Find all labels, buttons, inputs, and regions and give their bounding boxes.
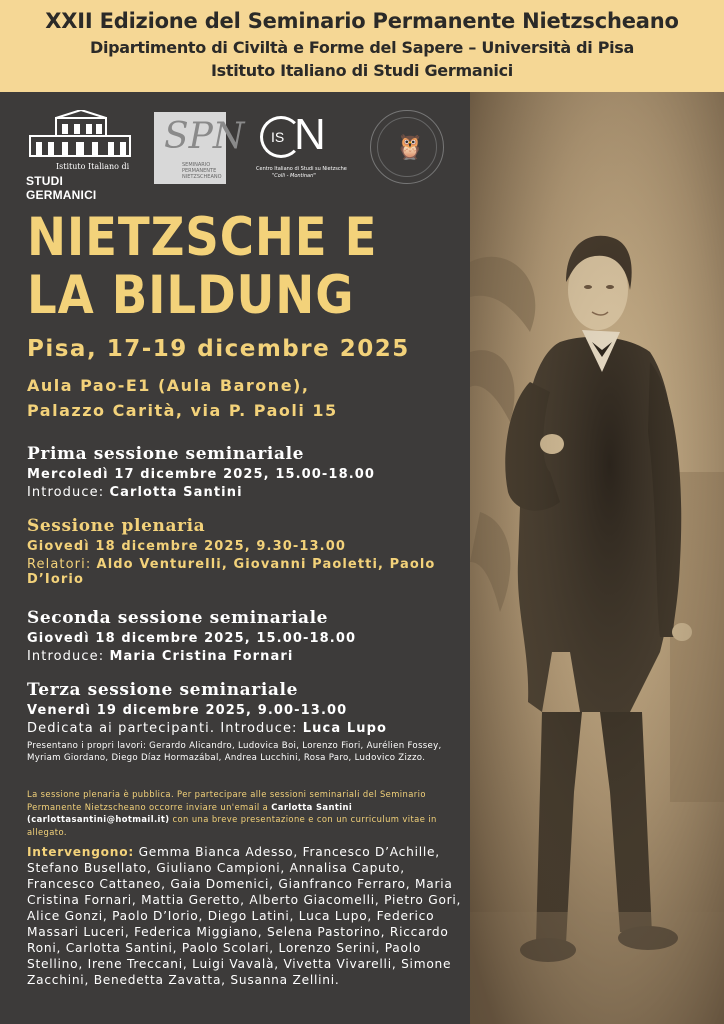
intro-label: Introduce: bbox=[27, 485, 110, 500]
session-date: Giovedì 18 dicembre 2025, 15.00-18.00 bbox=[27, 631, 357, 646]
session-1 bbox=[27, 444, 457, 500]
speakers-list bbox=[27, 844, 463, 988]
session-speakers bbox=[27, 557, 457, 587]
cisn-caption-2: "Colli - Montinari" bbox=[272, 173, 316, 179]
iisg-caption-2: STUDI GERMANICI bbox=[26, 174, 97, 202]
notice-text: La sessione plenaria è pubblica. Per partecipare alle sessioni seminariali del Seminario Permanente Nietzscheano occorre inviare un'email a bbox=[27, 789, 426, 812]
logo-row bbox=[0, 110, 470, 202]
cisn-logo bbox=[252, 110, 347, 190]
cisn-caption-1: Centro Italiano di Studi su Nietzsche bbox=[256, 166, 347, 172]
session-date: Venerdì 19 dicembre 2025, 9.00-13.00 bbox=[27, 703, 348, 718]
iisg-caption-1: Istituto Italiano di bbox=[56, 162, 130, 171]
intro-name: Aldo Venturelli, Giovanni Paoletti, Paolo D’Iorio bbox=[27, 557, 436, 587]
session-title: Prima sessione seminariale bbox=[27, 444, 305, 464]
session-2 bbox=[27, 608, 457, 664]
session-date: Giovedì 18 dicembre 2025, 9.30-13.00 bbox=[27, 539, 346, 554]
cisn-letters: IS bbox=[271, 129, 285, 145]
event-dates: Pisa, 17-19 dicembre 2025 bbox=[27, 336, 410, 362]
intro-name: Maria Cristina Fornari bbox=[109, 649, 294, 664]
building-icon bbox=[26, 110, 136, 162]
participation-notice bbox=[27, 788, 459, 838]
spn-logo bbox=[154, 112, 245, 184]
intro-name: Luca Lupo bbox=[302, 721, 387, 736]
spn-mark: SPN bbox=[164, 116, 245, 157]
session-3 bbox=[27, 680, 457, 764]
session-title: Sessione plenaria bbox=[27, 516, 206, 536]
contact-name: Carlotta Santini bbox=[271, 801, 353, 812]
title-line-1: NIETZSCHE E bbox=[27, 207, 378, 268]
intro-label: Introduce: bbox=[27, 649, 110, 664]
intro-label: Relatori: bbox=[27, 557, 97, 572]
institute-line: Istituto Italiano di Studi Germanici bbox=[211, 61, 513, 80]
venue-line-2: Palazzo Carità, via P. Paoli 15 bbox=[27, 401, 338, 420]
iisg-logo bbox=[26, 110, 136, 202]
title-line-2: LA BILDUNG bbox=[27, 265, 355, 326]
speakers-names: Gemma Bianca Adesso, Francesco D’Achille, Stefano Busellato, Giuliano Campioni, Annalisa Caputo, Francesco Cattaneo, Gaia Domenici, Gianfranco Ferraro, Maria Cristina Fornari, Mattia Geretto, Alberto Giacomelli, Pietro Gori, Alice Gonzi, Paolo D’Iorio, Diego Latini, Luca Lupo, Federico Massari Luceri, Federica Miggiano, Selena Pastorino, Riccardo Roni, Carlotta Santini, Paolo Scolari, Lorenzo Serini, Paolo Stellino, Irene Treccani, Luigi Vavalà, Vivetta Vivarelli, Simone Zacchini, Benedetta Zavatta, Susanna Zellini. bbox=[27, 845, 462, 987]
spn-caption: SEMINARIO PERMANENTE NIETZSCHEANO bbox=[182, 162, 222, 180]
session-intro bbox=[27, 649, 457, 664]
department-line: Dipartimento di Civiltà e Forme del Sapere – Università di Pisa bbox=[89, 38, 635, 57]
presenters-list: Presentano i propri lavori: Gerardo Alicandro, Ludovica Boi, Lorenzo Fiori, Aurélien Fossey, Myriam Giordano, Diego Díaz Hormazábal, Andrea Lucchini, Rosa Paro, Ludovico Zizzo. bbox=[27, 741, 442, 763]
session-date: Mercoledì 17 dicembre 2025, 15.00-18.00 bbox=[27, 467, 376, 482]
owl-icon: 🦉 bbox=[395, 133, 425, 161]
session-title: Seconda sessione seminariale bbox=[27, 608, 329, 628]
cisn-n-letter: N bbox=[294, 110, 326, 159]
speakers-label: Intervengono: bbox=[27, 845, 134, 859]
contact-email: (carlottasantini@hotmail.it) bbox=[27, 814, 170, 824]
intro-name: Carlotta Santini bbox=[109, 485, 243, 500]
intro-label: Dedicata ai partecipanti. Introduce: bbox=[27, 721, 303, 736]
session-intro bbox=[27, 485, 457, 500]
venue-line-1: Aula Pao-E1 (Aula Barone), bbox=[27, 376, 310, 395]
portrait-photo bbox=[470, 92, 724, 1024]
session-intro bbox=[27, 721, 457, 736]
event-title bbox=[27, 209, 377, 325]
header-band bbox=[0, 0, 724, 92]
portrait-illustration bbox=[470, 92, 724, 1024]
session-title: Terza sessione seminariale bbox=[27, 680, 298, 700]
notice-text-end: con una breve presentazione e con un curriculum vitae in allegato. bbox=[27, 814, 437, 837]
left-panel bbox=[0, 92, 470, 1024]
edition-title: XXII Edizione del Seminario Permanente Nietzscheano bbox=[45, 9, 679, 33]
department-seal-logo bbox=[370, 110, 444, 184]
session-plenary bbox=[27, 516, 457, 587]
